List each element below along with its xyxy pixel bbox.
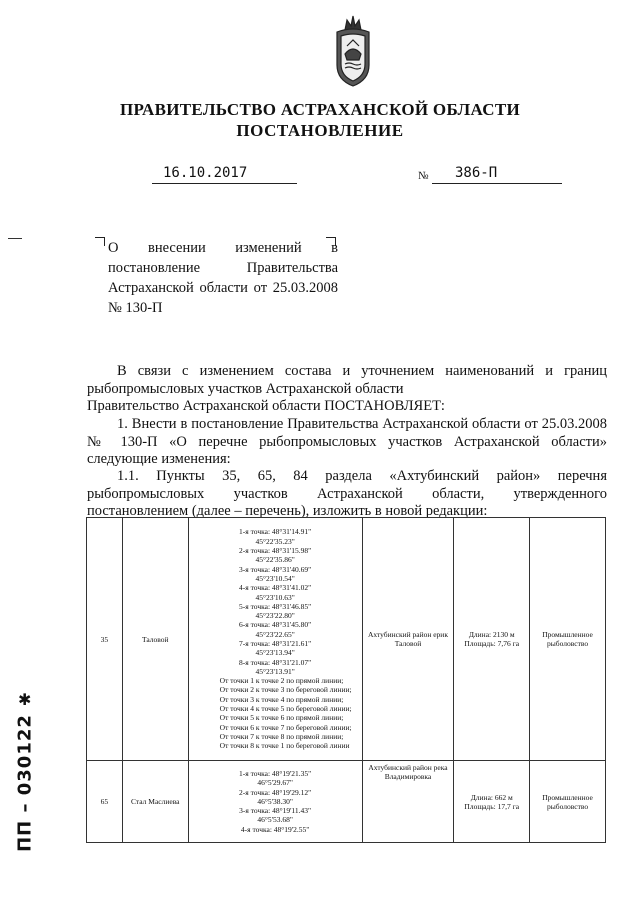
row-number: 35: [87, 518, 123, 761]
coordinate-entry: 45°23'22.65": [255, 629, 295, 639]
coordinate-list: [192, 769, 359, 834]
coordinate-entry: 45°23'10.63": [255, 592, 295, 602]
boundary-line-entry: От точки 6 к точке 7 по береговой линии;: [219, 722, 352, 732]
coordinate-list: [192, 527, 359, 676]
site-location: Ахтубинский район ерик Таловой: [362, 518, 454, 761]
fishing-sites-table: [86, 517, 606, 843]
site-use: Промышленное рыболовство: [530, 761, 606, 843]
coordinate-entry: 46°5'38.30": [257, 796, 293, 806]
paragraph-resolves: Правительство Астраханской области ПОСТАНОВЛЯЕТ:: [87, 398, 445, 414]
site-coordinates: [188, 518, 362, 761]
coordinate-entry: 6-я точка: 48°31'45.80": [239, 620, 312, 630]
paragraph-preamble: В связи с изменением состава и уточнением наименований и границ рыбопромысловых участков Астраханской области: [87, 363, 607, 397]
coordinate-entry: 4-я точка: 48°19'2.55": [240, 824, 310, 834]
site-name: Стал Маслиева: [122, 761, 188, 843]
site-size: Длина: 662 м Площадь: 17,7 га: [454, 761, 530, 843]
boundary-line-entry: От точки 2 к точке 3 по береговой линии;: [219, 685, 352, 695]
number-underline: [432, 183, 562, 184]
margin-star-mark: ✱: [18, 692, 32, 709]
coordinate-entry: 1-я точка: 48°19'21.35": [239, 768, 312, 778]
site-location: Ахтубинский район река Владимировка: [362, 761, 454, 843]
site-name: Таловой: [122, 518, 188, 761]
coordinate-entry: 45°22'35.23": [255, 536, 295, 546]
boundary-line-entry: От точки 7 к точке 8 по прямой линии;: [219, 731, 344, 741]
boundary-line-entry: От точки 8 к точке 1 по береговой линии: [219, 741, 350, 751]
government-title: ПРАВИТЕЛЬСТВО АСТРАХАНСКОЙ ОБЛАСТИ: [120, 100, 520, 119]
coat-of-arms-emblem: [325, 10, 381, 90]
coordinate-entry: 8-я точка: 48°31'21.07": [239, 657, 312, 667]
boundary-line-entry: От точки 4 к точке 5 по береговой линии;: [219, 704, 352, 714]
coordinate-entry: 1-я точка: 48°31'14.91": [239, 527, 312, 537]
coordinate-entry: 46°5'29.67": [257, 778, 293, 788]
site-coordinates: [188, 761, 362, 843]
margin-dash: [8, 238, 22, 239]
margin-serial-number: [10, 690, 40, 875]
coordinate-entry: 4-я точка: 48°31'41.02": [239, 583, 312, 593]
coordinate-entry: 3-я точка: 48°31'40.69": [239, 564, 312, 574]
coordinate-entry: 45°23'10.54": [255, 573, 295, 583]
coordinate-entry: 45°22'35.86": [255, 555, 295, 565]
table-row: [87, 761, 606, 843]
table-row: [87, 518, 606, 761]
coordinate-entry: 45°23'13.91": [255, 666, 295, 676]
paragraph-item-1: 1. Внести в постановление Правительства Астраханской области от 25.03.2008 № 130-П «О перечне рыбопромысловых участков Астраханской области» следующие изменения:: [87, 416, 607, 467]
site-size: Длина: 2130 м Площадь: 7,76 га: [454, 518, 530, 761]
coordinate-entry: 45°23'13.94": [255, 648, 295, 658]
coordinate-entry: 2-я точка: 48°31'15.98": [239, 546, 312, 556]
coordinate-entry: 3-я точка: 48°19'11.43": [239, 806, 312, 816]
row-number: 65: [87, 761, 123, 843]
subject-bracket-left: [95, 237, 105, 246]
site-use: Промышленное рыболовство: [530, 518, 606, 761]
coordinate-entry: 7-я точка: 48°31'21.61": [239, 639, 312, 648]
boundary-lines: [192, 676, 359, 750]
decree-subject: О внесении изменений в постановление Правительства Астраханской области от 25.03.2008 № 130-П: [108, 240, 338, 316]
document-type: ПОСТАНОВЛЕНИЕ: [236, 121, 404, 140]
coordinate-entry: 45°23'22.80": [255, 611, 295, 621]
date-underline: [152, 183, 297, 184]
decree-date: 16.10.2017: [163, 165, 248, 181]
decree-number: 386-П: [455, 165, 498, 181]
coordinate-entry: 5-я точка: 48°31'46.85": [239, 601, 312, 611]
boundary-line-entry: От точки 5 к точке 6 по прямой линии;: [219, 713, 344, 723]
coordinate-entry: 2-я точка: 48°19'29.12": [239, 787, 312, 797]
paragraph-item-1-1: 1.1. Пункты 35, 65, 84 раздела «Ахтубинский район» перечня рыбопромысловых участков Астраханской области, утвержденного постановлением (далее – перечень), изложить в новой редакции:: [87, 468, 607, 519]
boundary-line-entry: От точки 1 к точке 2 по прямой линии;: [219, 676, 344, 686]
boundary-line-entry: От точки 3 к точке 4 по прямой линии;: [219, 694, 344, 704]
number-sign: №: [418, 170, 429, 182]
serial-text: ПП – 030122: [14, 713, 36, 852]
coordinate-entry: 46°5'53.68": [257, 815, 293, 825]
